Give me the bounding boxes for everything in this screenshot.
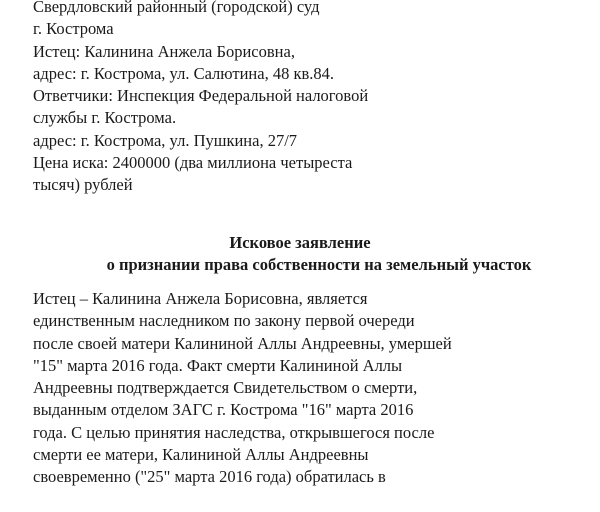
title-line-1: Исковое заявление [229,233,371,252]
document-body [33,288,573,489]
defendant-address: адрес: г. Кострома, ул. Пушкина, 27/7 [33,130,298,150]
court-name: Свердловский районный (городской) суд [33,0,320,16]
body-line: смерти ее матери, Калининой Аллы Андреевны [33,445,369,465]
court-city: г. Кострома [33,19,114,39]
defendant-name-continued: службы г. Кострома. [33,108,177,128]
title-line-2: о признании права собственности на земельный участок [106,255,532,275]
plaintiff-name: Истец: Калинина Анжела Борисовна, [33,41,295,61]
claim-header [33,0,573,197]
claim-value-continued: тысяч) рублей [33,175,133,195]
claim-value: Цена иска: 2400000 (два миллиона четыреста [33,153,353,173]
body-line: своевременно ("25" марта 2016 года) обратилась в [33,467,386,487]
body-line: выданным отделом ЗАГС г. Кострома "16" марта 2016 [33,400,414,420]
body-line: Андреевны подтверждается Свидетельством о смерти, [33,378,418,398]
body-line: Истец – Калинина Анжела Борисовна, является [33,289,368,308]
plaintiff-address: адрес: г. Кострома, ул. Салютина, 48 кв.84. [33,63,335,83]
document-title [0,232,600,277]
body-line: после своей матери Калининой Аллы Андреевны, умершей [33,333,452,353]
body-line: года. С целью принятия наследства, открывшегося после [33,422,435,442]
defendant-name: Ответчики: Инспекция Федеральной налоговой [33,86,369,106]
body-line: единственным наследником по закону первой очереди [33,311,415,331]
body-line: "15" марта 2016 года. Факт смерти Калининой Аллы [33,355,403,375]
